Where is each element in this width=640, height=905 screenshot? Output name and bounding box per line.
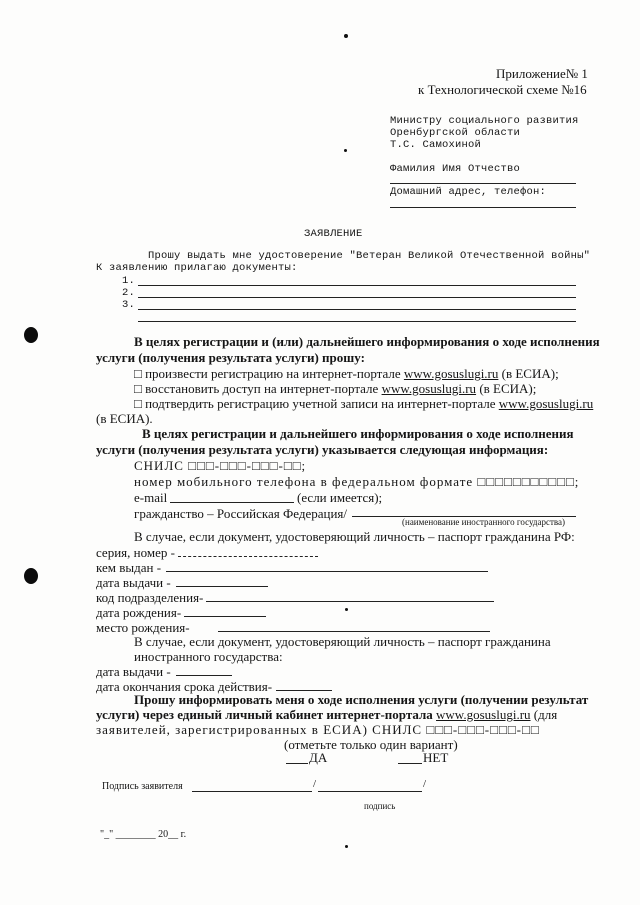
birth-place-label: место рождения- [96, 620, 190, 635]
division-code-underline[interactable] [206, 601, 494, 602]
gosuslugi-link[interactable]: www.gosuslugi.ru [436, 707, 531, 722]
punch-hole-bottom [24, 568, 38, 584]
citizenship-label: гражданство – Российская Федерация/ [134, 506, 348, 521]
snils-field[interactable]: СНИЛС □□□-□□□-□□□-□□; [134, 458, 307, 473]
signature-slash-1: / [313, 778, 317, 790]
attachment-line-4 [138, 321, 576, 322]
attachment-item-2: 2. [122, 287, 136, 299]
registration-option-confirm[interactable] [134, 396, 593, 412]
address-label: Домашний адрес, телефон: [390, 186, 547, 198]
yes-checkbox-line[interactable] [286, 763, 308, 764]
email-suffix: (если имеется); [297, 490, 383, 505]
registration-option-restore[interactable] [134, 381, 536, 397]
attachment-line-3 [138, 309, 576, 310]
passport-foreign-intro-1: В случае, если документ, удостоверяющий личность – паспорт гражданина [134, 634, 551, 649]
phone-field[interactable]: номер мобильного телефона в федеральном формате □□□□□□□□□□□; [134, 474, 580, 489]
appendix-line1: Приложение№ 1 [496, 66, 588, 81]
citizenship-note: (наименование иностранного государства) [402, 517, 565, 527]
info-heading-1: В целях регистрации и дальнейшего информирования о ходе исполнения [142, 426, 574, 441]
birth-date-label: дата рождения- [96, 605, 182, 620]
attachment-line-1 [138, 285, 576, 286]
scan-speck [344, 34, 348, 38]
option-restore-text: □ восстановить доступ на интернет-портале [134, 381, 382, 396]
foreign-issue-date-underline[interactable] [176, 675, 232, 676]
option-confirm-text: □ подтвердить регистрацию учетной записи на интернет-портале [134, 396, 499, 411]
email-label: e-mail [134, 490, 168, 505]
signature-name-line[interactable] [318, 791, 422, 792]
gosuslugi-link[interactable]: www.gosuslugi.ru [498, 396, 594, 411]
attachment-item-1: 1. [122, 275, 136, 287]
attachment-line-2 [138, 297, 576, 298]
cabinet-line-1: Прошу информировать меня о ходе исполнения услуги (получении результат [134, 692, 589, 707]
no-checkbox-line[interactable] [398, 763, 422, 764]
gosuslugi-link[interactable]: www.gosuslugi.ru [403, 366, 499, 381]
issued-by-label: кем выдан - [96, 560, 162, 575]
signature-caption: подпись [364, 801, 396, 811]
expiry-label: дата окончания срока действия- [96, 679, 273, 694]
punch-hole-top [24, 327, 38, 343]
registration-option-create[interactable] [134, 366, 559, 382]
cabinet-line-2-suffix: (для [530, 707, 558, 722]
foreign-issue-date-label: дата выдачи - [96, 664, 171, 679]
signature-date: "_" ________ 20__ г. [100, 829, 187, 840]
addressee-line2: Оренбургской области [390, 127, 521, 139]
scan-speck [345, 608, 348, 611]
cabinet-line-2 [96, 707, 557, 723]
addressee-line3: Т.С. Самохиной [390, 139, 482, 151]
division-code-label: код подразделения- [96, 590, 204, 605]
yes-option[interactable]: ДА [309, 750, 328, 765]
scan-speck [345, 845, 348, 848]
attachment-item-3: 3. [122, 299, 136, 311]
series-number-label: серия, номер - [96, 545, 175, 560]
registration-heading-1: В целях регистрации и (или) дальнейшего информирования о ходе исполнения [134, 334, 600, 349]
birth-place-underline[interactable] [218, 631, 490, 632]
passport-foreign-intro-2: иностранного государства: [134, 649, 283, 664]
option-create-text: □ произвести регистрацию на интернет-портале [134, 366, 404, 381]
birth-date-underline[interactable] [184, 616, 266, 617]
fio-underline [390, 183, 576, 184]
option-restore-suffix: (в ЕСИА); [476, 381, 537, 396]
document-title: ЗАЯВЛЕНИЕ [304, 228, 363, 240]
cabinet-line-2-text: услуги) через единый личный кабинет интернет-портала [96, 707, 437, 722]
signature-slash-2: / [423, 778, 427, 790]
expiry-underline[interactable] [276, 690, 332, 691]
request-line2: К заявлению прилагаю документы: [96, 262, 298, 274]
option-create-suffix: (в ЕСИА); [498, 366, 559, 381]
scan-speck [344, 149, 347, 152]
signature-line[interactable] [192, 791, 312, 792]
issued-by-underline[interactable] [166, 571, 488, 572]
fio-label: Фамилия Имя Отчество [390, 163, 521, 175]
cabinet-line-3: заявителей, зарегистрированных в ЕСИА) СНИЛС □□□-□□□-□□□-□□ [96, 722, 540, 737]
registration-option-confirm-cont: (в ЕСИА). [96, 411, 153, 426]
issue-date-label: дата выдачи - [96, 575, 171, 590]
passport-rf-intro: В случае, если документ, удостоверяющий личность – паспорт гражданина РФ: [134, 529, 575, 544]
issue-date-underline[interactable] [176, 586, 268, 587]
address-underline [390, 207, 576, 208]
registration-heading-2: услуги (получения результата услуги) прошу: [96, 350, 365, 365]
info-heading-2: услуги (получения результата услуги) указывается следующая информация: [96, 442, 549, 457]
gosuslugi-link[interactable]: www.gosuslugi.ru [381, 381, 477, 396]
no-option[interactable]: НЕТ [423, 750, 449, 765]
appendix-line2: к Технологической схеме №16 [418, 82, 587, 97]
addressee-line1: Министру социального развития [390, 115, 579, 127]
signature-label: Подпись заявителя [102, 781, 183, 792]
email-underline[interactable] [170, 502, 294, 503]
request-line1: Прошу выдать мне удостоверение "Ветеран Великой Отечественной войны" [148, 250, 591, 262]
cabinet-note: (отметьте только один вариант) [284, 737, 458, 752]
series-number-underline[interactable] [178, 556, 318, 557]
